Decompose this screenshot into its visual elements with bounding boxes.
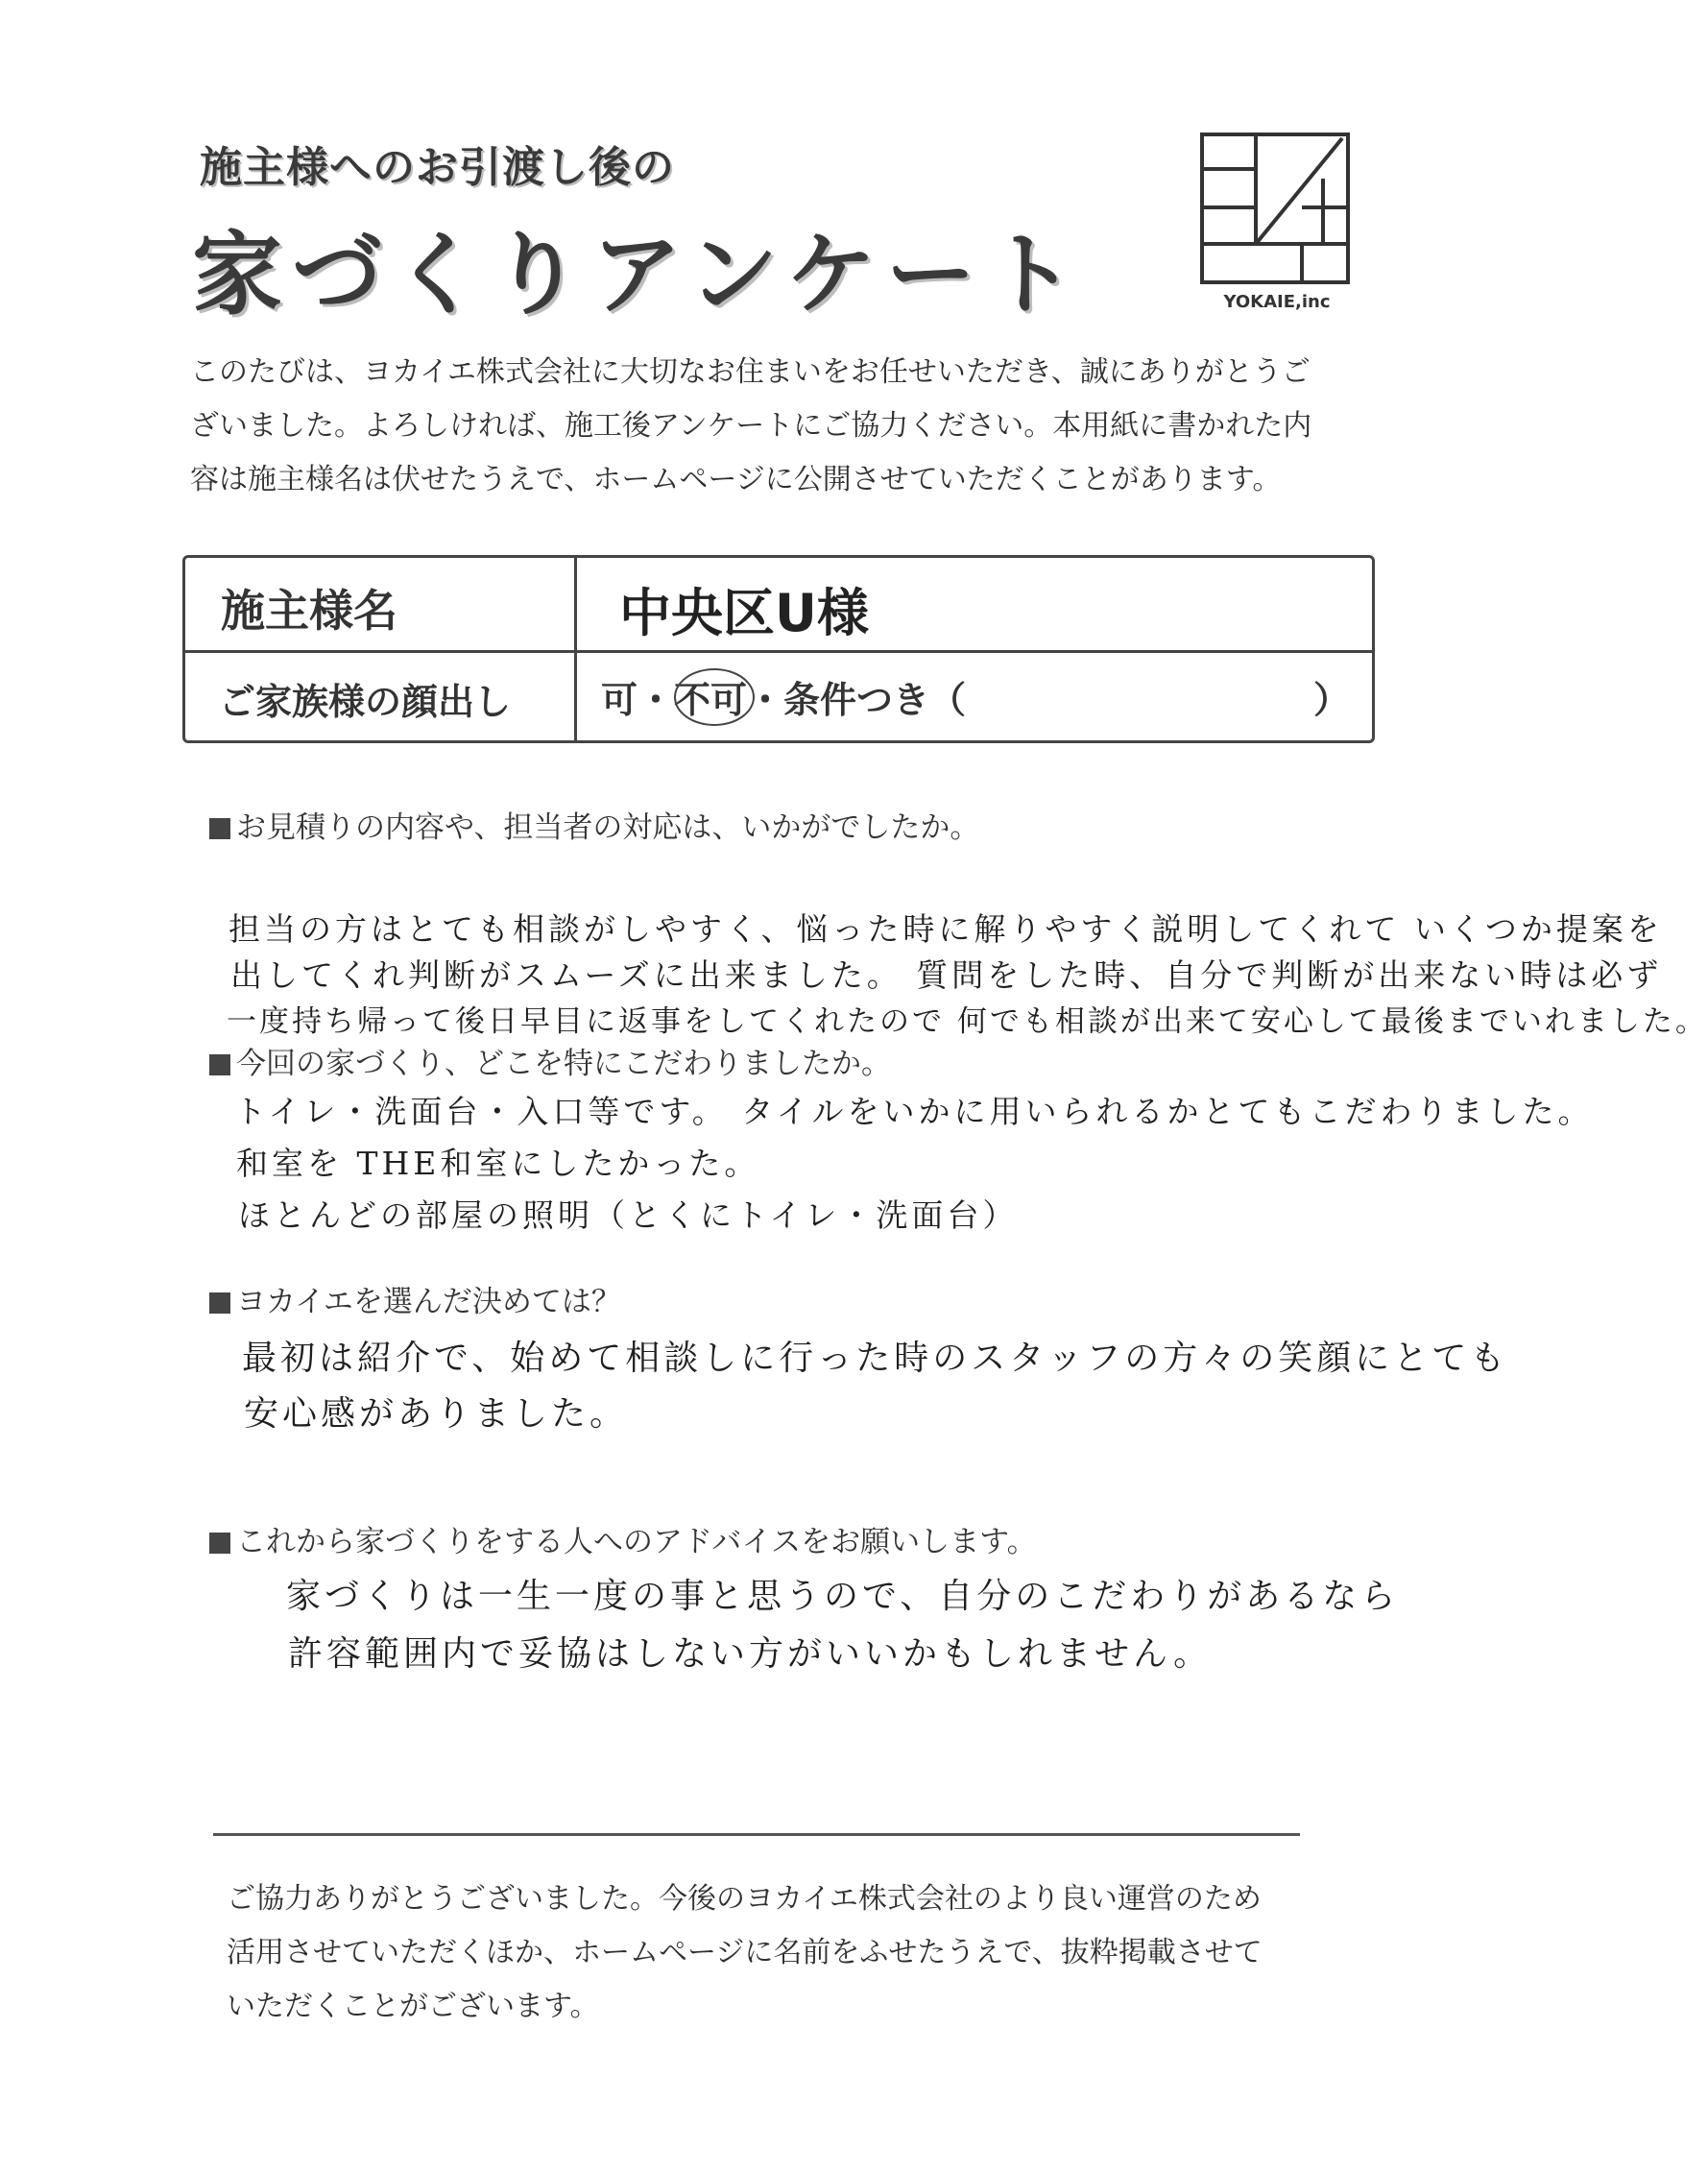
client-name-label: 施主様名 [221, 585, 397, 637]
footer-divider [213, 1833, 1300, 1836]
answer-3-line: 安心感がありました。 [244, 1394, 629, 1434]
closing-line: いただくことがございます。 [227, 1990, 599, 2023]
closing-line: 活用させていただくほか、ホームページに名前をふせたうえで、抜粋掲載させて [227, 1936, 1263, 1969]
closing-line: ご協力ありがとうございました。今後のヨカイエ株式会社のより良い運営のため [227, 1882, 1262, 1916]
table-row-divider [185, 650, 1372, 653]
question-label: ヨカイエを選んだ決めては？ [236, 1285, 621, 1319]
square-bullet-icon [209, 818, 230, 839]
closing-text [227, 1872, 1331, 2034]
answer-1-line: 出してくれ判断がスムーズに出来ました。 質問をした時、自分で判断が出来ない時は必ず [230, 956, 1663, 994]
survey-subtitle: 施主様へのお引渡し後の [200, 143, 675, 192]
intro-line: ざいました。よろしければ、施工後アンケートにご協力ください。本用紙に書かれた内 [190, 409, 1312, 443]
face-display-label: ご家族様の顔出し [219, 681, 512, 723]
question-label: これから家づくりをする人へのアドバイスをお願いします。 [236, 1525, 1037, 1559]
answer-2-line: ほとんどの部屋の照明（とくにトイレ・洗面台） [238, 1196, 1019, 1234]
question-1 [209, 803, 979, 846]
question-4 [209, 1517, 1037, 1560]
answer-3-line: 最初は紹介で、始めて相談しに行った時のスタッフの方々の笑顔にとても [242, 1339, 1509, 1378]
logo-caption: YOKAIE,inc [1223, 292, 1331, 312]
question-2 [209, 1039, 891, 1082]
answer-4-line: 許容範囲内で妥協はしない方がいいかもしれません。 [288, 1634, 1213, 1674]
square-bullet-icon [209, 1533, 230, 1554]
question-3 [209, 1277, 621, 1320]
table-column-divider [574, 558, 577, 740]
question-label: お見積りの内容や、担当者の対応は、いかがでしたか。 [236, 810, 980, 845]
question-label: 今回の家づくり、どこを特にこだわりましたか。 [236, 1047, 891, 1081]
square-bullet-icon [209, 1054, 230, 1075]
answer-2-line: トイレ・洗面台・入口等です。 タイルをいかに用いられるかとてもこだわりました。 [234, 1093, 1594, 1130]
answer-1-line: 担当の方はとても相談がしやすく、悩った時に解りやすく説明してくれて いくつか提案を [229, 910, 1663, 948]
answer-4-line: 家づくりは一生一度の事と思うので、自分のこだわりがあるなら [286, 1577, 1400, 1616]
answer-2-line: 和室を THE和室にしたかった。 [236, 1145, 760, 1182]
yokaie-logo-icon [1198, 131, 1352, 286]
face-display-close: ） [1313, 679, 1351, 721]
answer-1-line: 一度持ち帰って後日早目に返事をしてくれたので 何でも相談が出来て安心して最後までいれました。 [227, 1004, 1708, 1039]
intro-text [190, 346, 1371, 507]
face-display-options: 可・不可・条件つき（ [601, 679, 967, 721]
intro-line: このたびは、ヨカイエ株式会社に大切なお住まいをお任せいただき、誠にありがとうご [190, 355, 1311, 389]
intro-line: 容は施主様名は伏せたうえで、ホームページに公開させていただくことがあります。 [190, 463, 1282, 496]
client-name-value: 中央区U様 [619, 583, 869, 643]
selected-option-circle [674, 668, 755, 726]
survey-title: 家づくりアンケート [192, 223, 1086, 327]
square-bullet-icon [209, 1292, 230, 1314]
